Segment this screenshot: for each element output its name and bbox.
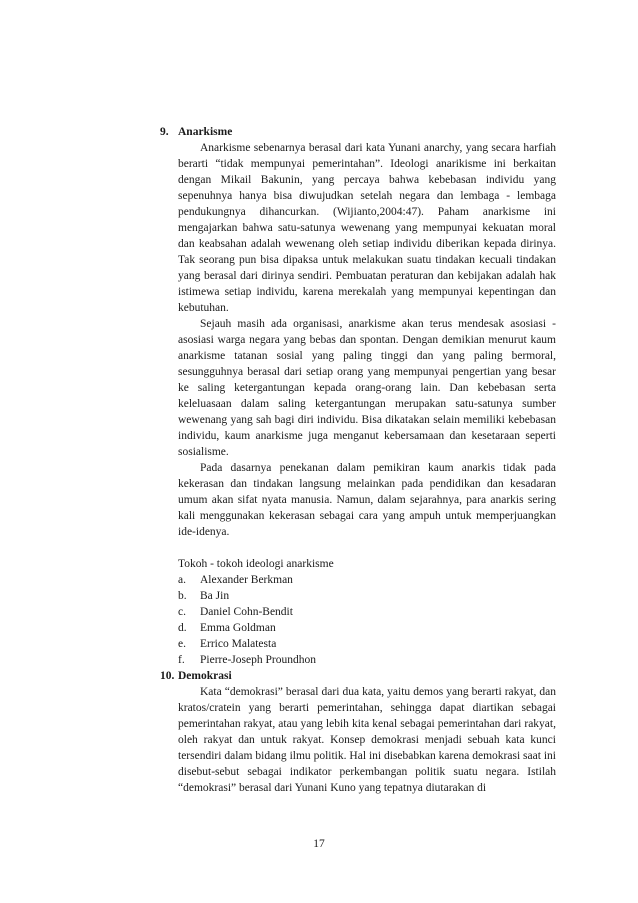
list-item-text: Errico Malatesta bbox=[200, 638, 277, 650]
list-item-text: Ba Jin bbox=[200, 590, 230, 602]
section-title: Demokrasi bbox=[178, 670, 232, 682]
list-item bbox=[178, 636, 556, 652]
section-body bbox=[160, 684, 556, 796]
section-body bbox=[160, 140, 556, 668]
section-title: Anarkisme bbox=[178, 126, 233, 138]
paragraph: Kata “demokrasi” berasal dari dua kata, yaitu demos yang berarti rakyat, dan kratos/cratein yang berarti pemerintahan, sehingga dapat diartikan sebagai pemerintahan rakyat, atau yang lebih kita kenal sebagai pemerintahan dari rakyat, oleh rakyat dan untuk rakyat. Konsep demokrasi menjadi sebuah kata kunci tersendiri dalam bidang ilmu politik. Hal ini disebabkan karena demokrasi saat ini disebut-sebut sebagai indikator perkembangan politik suatu negara. Istilah “demokrasi” berasal dari Yunani Kuno yang tepatnya diutarakan di bbox=[178, 686, 556, 794]
list-marker: c. bbox=[178, 606, 186, 618]
list-marker: b. bbox=[178, 590, 187, 602]
list-item bbox=[178, 620, 556, 636]
list-marker: e. bbox=[178, 638, 186, 650]
list-item bbox=[178, 652, 556, 668]
section-heading bbox=[160, 668, 556, 684]
section-anarkisme bbox=[160, 124, 556, 668]
list-marker: a. bbox=[178, 574, 186, 586]
list-marker: f. bbox=[178, 654, 185, 666]
paragraph: Anarkisme sebenarnya berasal dari kata Yunani anarchy, yang secara harfiah berarti “tidak mempunyai pemerintahan”. Ideologi anarikisme ini berkaitan dengan Mikail Bakunin, yang percaya bahwa kebebasan individu yang sepenuhnya hanya bisa diwujudkan setelah negara dan lembaga - lembaga pendukungnya dihancurkan. (Wijianto,2004:47). Paham anarkisme ini mengajarkan bahwa satu-satunya wewenang yang mempunyai kekuatan moral dan keabsahan adalah wewenang oleh setiap individu diberikan kepada dirinya. Tak seorang pun bisa dipaksa untuk melakukan suatu tindakan kecuali tindakan yang berasal dari dirinya sendiri. Pembuatan peraturan dan kebijakan adalah hak istimewa setiap individu, karena merekalah yang mempunyai kepentingan dan kebutuhan. bbox=[178, 142, 556, 314]
figures-list bbox=[178, 572, 556, 668]
list-item-text: Alexander Berkman bbox=[200, 574, 293, 586]
list-item bbox=[178, 572, 556, 588]
list-item-text: Emma Goldman bbox=[200, 622, 276, 634]
list-item bbox=[178, 604, 556, 620]
paragraph: Pada dasarnya penekanan dalam pemikiran kaum anarkis tidak pada kekerasan dan tindakan langsung melainkan pada pendidikan dan kesadaran umum akan sifat nyata manusia. Namun, dalam sejarahnya, para anarkis sering kali menggunakan kekerasan sebagai cara yang ampuh untuk memperjuangkan ide-idenya. bbox=[178, 462, 556, 538]
page-number: 17 bbox=[313, 838, 325, 850]
section-number: 9. bbox=[160, 126, 169, 138]
list-item-text: Daniel Cohn-Bendit bbox=[200, 606, 293, 618]
section-demokrasi bbox=[160, 668, 556, 796]
list-intro: Tokoh - tokoh ideologi anarkisme bbox=[178, 558, 334, 570]
list-item-text: Pierre-Joseph Proundhon bbox=[200, 654, 316, 666]
paragraph: Sejauh masih ada organisasi, anarkisme akan terus mendesak asosiasi - asosiasi warga negara yang bebas dan spontan. Dengan demikian menurut kaum anarkisme tatanan sosial yang paling tinggi dan yang paling bermoral, sesungguhnya berasal dari setiap orang yang mempunyai pengertian yang besar ke saling ketergantungan kepada orang-orang lain. Dan kebebasan serta keleluasaan dalam saling ketergantungan merupakan satu-satunya sumber wewenang yang sah bagi diri individu. Bisa dikatakan selain memiliki kebebasan individu, kaum anarkisme juga menganut kebersamaan dan kesetaraan seperti sosialisme. bbox=[178, 318, 556, 458]
list-item bbox=[178, 588, 556, 604]
list-marker: d. bbox=[178, 622, 187, 634]
section-heading bbox=[160, 124, 556, 140]
section-number: 10. bbox=[160, 670, 175, 682]
